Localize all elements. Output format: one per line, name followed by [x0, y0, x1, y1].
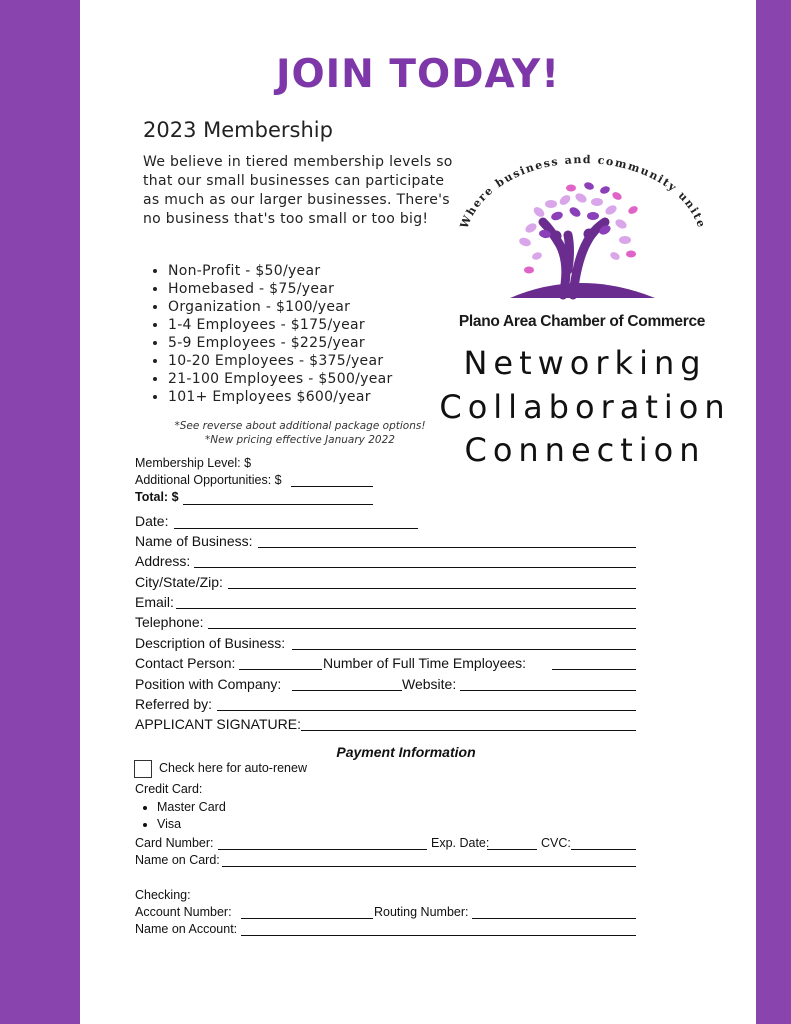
routing-number-label: Routing Number:: [374, 905, 469, 919]
tier-item: • 10-20 Employees - $375/year: [168, 352, 393, 370]
name-on-account-label: Name on Account:: [135, 922, 238, 936]
position-field[interactable]: [292, 690, 402, 691]
city-state-zip-field[interactable]: [228, 588, 636, 589]
total-label: Total: $: [135, 490, 179, 504]
checking-label: Checking:: [135, 888, 191, 902]
name-on-card-field[interactable]: [222, 866, 636, 867]
business-name-field[interactable]: [258, 547, 636, 548]
card-number-label: Card Number:: [135, 836, 214, 850]
tier-item: • 101+ Employees $600/year: [168, 388, 393, 406]
employees-label: Number of Full Time Employees:: [323, 655, 527, 671]
tier-item: • Homebased - $75/year: [168, 280, 393, 298]
slogan-collaboration: Collaboration: [439, 388, 731, 426]
credit-card-label: Credit Card:: [135, 782, 203, 796]
website-label: Website:: [402, 676, 457, 692]
email-label: Email:: [135, 594, 174, 610]
total-field[interactable]: [183, 504, 373, 505]
pricing-note: *New pricing effective January 2022: [205, 434, 395, 446]
slogan-connection: Connection: [464, 431, 706, 469]
tier-item: • Organization - $100/year: [168, 298, 393, 316]
description-label: Description of Business:: [135, 635, 286, 651]
name-on-account-field[interactable]: [241, 935, 636, 936]
chamber-name: Plano Area Chamber of Commerce: [458, 313, 706, 330]
card-type-item: • Master Card: [157, 799, 226, 816]
signature-field[interactable]: [301, 730, 636, 731]
account-number-field[interactable]: [241, 918, 373, 919]
website-field[interactable]: [460, 690, 636, 691]
card-number-field[interactable]: [218, 849, 427, 850]
position-label: Position with Company:: [135, 676, 282, 692]
cvc-label: CVC:: [541, 836, 571, 850]
page-title: JOIN TODAY!: [276, 52, 560, 97]
city-state-zip-label: City/State/Zip:: [135, 574, 223, 590]
additional-opportunities-field[interactable]: [291, 486, 373, 487]
membership-tier-list: [143, 262, 393, 406]
card-type-item: • Visa: [157, 816, 226, 833]
auto-renew-label: Check here for auto-renew: [159, 761, 307, 775]
date-field[interactable]: [174, 528, 418, 529]
routing-number-field[interactable]: [472, 918, 636, 919]
application-form-page: [80, 0, 756, 1024]
payment-heading: Payment Information: [336, 744, 476, 760]
membership-year-heading: 2023 Membership: [143, 118, 333, 142]
chamber-logo: [455, 150, 710, 340]
account-number-label: Account Number:: [135, 905, 232, 919]
logo-tagline: Where business and community unite: [457, 152, 709, 231]
business-name-label: Name of Business:: [135, 533, 253, 549]
additional-opportunities-label: Additional Opportunities: $: [135, 473, 282, 487]
cvc-field[interactable]: [571, 849, 636, 850]
referred-by-label: Referred by:: [135, 696, 213, 712]
tier-item: • 21-100 Employees - $500/year: [168, 370, 393, 388]
referred-by-field[interactable]: [217, 710, 636, 711]
telephone-label: Telephone:: [135, 614, 204, 630]
date-label: Date:: [135, 513, 169, 529]
signature-label: APPLICANT SIGNATURE:: [135, 716, 301, 732]
address-field[interactable]: [194, 567, 636, 568]
reverse-note: *See reverse about additional package options!: [174, 420, 426, 432]
intro-paragraph: We believe in tiered membership levels so that our small businesses can participate as much as our larger businesses. There's no business that's too small or too big!: [143, 154, 453, 227]
membership-level-label: Membership Level: $: [135, 456, 252, 470]
contact-person-field[interactable]: [239, 669, 322, 670]
card-type-list: [135, 799, 226, 833]
description-field[interactable]: [292, 649, 636, 650]
tier-item: • 1-4 Employees - $175/year: [168, 316, 393, 334]
exp-date-field[interactable]: [487, 849, 537, 850]
auto-renew-checkbox[interactable]: [134, 760, 152, 778]
leaf-cluster: [518, 192, 631, 262]
address-label: Address:: [135, 553, 191, 569]
tier-item: • 5-9 Employees - $225/year: [168, 334, 393, 352]
slogan-networking: Networking: [463, 344, 707, 382]
name-on-card-label: Name on Card:: [135, 853, 220, 867]
employees-field[interactable]: [552, 669, 636, 670]
contact-person-label: Contact Person:: [135, 655, 236, 671]
telephone-field[interactable]: [208, 628, 636, 629]
email-field[interactable]: [176, 608, 636, 609]
exp-date-label: Exp. Date:: [431, 836, 490, 850]
tier-item: • Non-Profit - $50/year: [168, 262, 393, 280]
